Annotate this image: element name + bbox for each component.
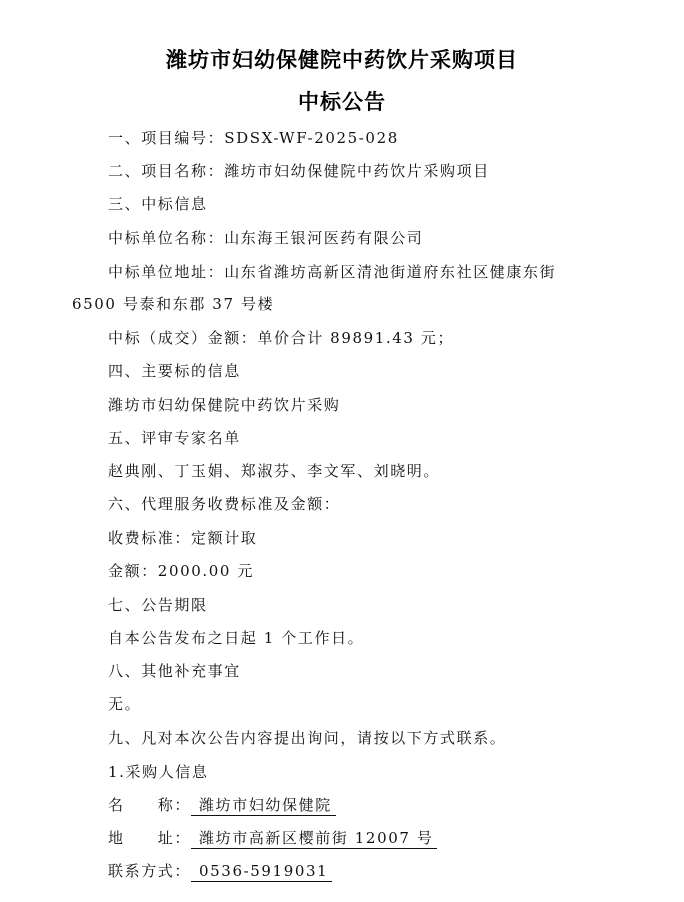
- purchaser-name-label: 名 称：: [108, 796, 192, 814]
- section-other-matters: 八、其他补充事宜: [108, 662, 241, 680]
- document-title: 潍坊市妇幼保健院中药饮片采购项目: [166, 48, 518, 72]
- purchaser-contact-label: 联系方式：: [108, 862, 192, 880]
- fee-standard: 收费标准：定额计取: [108, 529, 258, 547]
- project-number: 一、项目编号：SDSX-WF-2025-028: [108, 129, 399, 147]
- section-award-info: 三、中标信息: [108, 195, 208, 213]
- section-contact: 九、凡对本次公告内容提出询问，请按以下方式联系。: [108, 729, 507, 747]
- section-notice-period: 七、公告期限: [108, 596, 208, 614]
- award-amount: 中标（成交）金额：单价合计 89891.43 元；: [108, 329, 455, 347]
- winner-name: 中标单位名称：山东海王银河医药有限公司: [108, 229, 424, 247]
- section-main-items: 四、主要标的信息: [108, 362, 241, 380]
- main-item: 潍坊市妇幼保健院中药饮片采购: [108, 396, 341, 414]
- winner-address: 中标单位地址：山东省潍坊高新区清池街道府东社区健康东街: [108, 263, 557, 281]
- project-name: 二、项目名称：潍坊市妇幼保健院中药饮片采购项目: [108, 162, 490, 180]
- purchaser-address-row: [108, 828, 437, 849]
- other-matters: 无。: [108, 695, 142, 713]
- purchaser-name-value: 潍坊市妇幼保健院: [191, 796, 336, 816]
- purchaser-address-label: 地 址：: [108, 829, 192, 847]
- purchaser-name-row: [108, 795, 336, 816]
- winner-address-cont: 6500 号泰和东郡 37 号楼: [72, 295, 275, 313]
- purchaser-contact-row: [108, 861, 332, 882]
- purchaser-info-heading: 1.采购人信息: [108, 763, 209, 781]
- section-agency-fee: 六、代理服务收费标准及金额：: [108, 495, 341, 513]
- purchaser-address-value: 潍坊市高新区樱前街 12007 号: [191, 829, 437, 849]
- purchaser-contact-value: 0536-5919031: [191, 862, 332, 882]
- fee-amount: 金额：2000.00 元: [108, 562, 254, 580]
- notice-period: 自本公告发布之日起 1 个工作日。: [108, 629, 365, 647]
- document-subtitle: 中标公告: [298, 90, 386, 114]
- section-experts: 五、评审专家名单: [108, 429, 241, 447]
- expert-list: 赵典刚、丁玉娟、郑淑芬、李文军、刘晓明。: [108, 462, 441, 480]
